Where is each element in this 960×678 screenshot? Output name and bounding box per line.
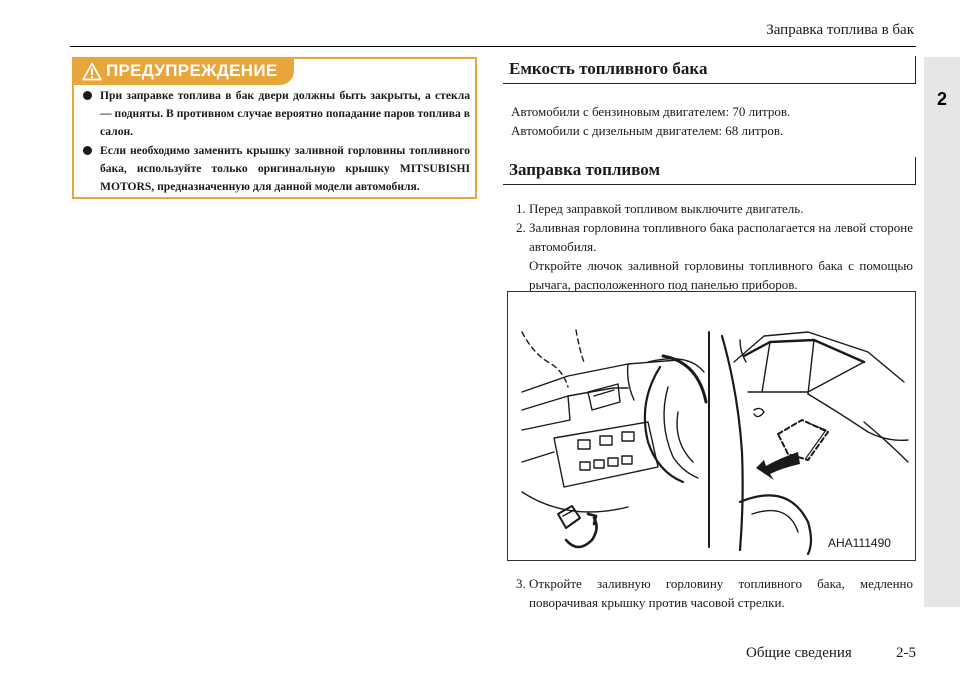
section-header-refuel xyxy=(503,157,916,185)
bullet-icon xyxy=(83,146,92,155)
figure-code: AHA111490 xyxy=(828,536,891,550)
warning-triangle-icon xyxy=(82,62,102,81)
section-title: Заправка топливом xyxy=(509,160,661,179)
header-title: Заправка топлива в бак xyxy=(766,22,914,38)
list-item xyxy=(511,574,913,612)
warning-box xyxy=(72,57,477,199)
step-number: 2. xyxy=(516,220,526,235)
step-number: 1. xyxy=(516,201,526,216)
chapter-tab xyxy=(924,57,960,607)
step-number: 3. xyxy=(516,576,526,591)
step-extra-text: Откройте лючок заливной горловины топливного бака с помощью рычага, расположенного под панелью приборов. xyxy=(529,258,913,292)
warning-item xyxy=(82,142,470,196)
footer-section: Общие сведения xyxy=(746,645,852,661)
section-header-capacity xyxy=(503,56,916,84)
warning-item-text: При заправке топлива в бак двери должны быть закрыты, а стекла — подняты. В противном случае вероятно попадание паров топлива в салон. xyxy=(100,89,470,138)
fuel-door-illustration xyxy=(507,291,916,561)
section-title: Емкость топливного бака xyxy=(509,59,708,78)
step-text: Заливная горловина топливного бака располагается на левой стороне автомобиля. xyxy=(529,220,913,254)
capacity-petrol: Автомобили с бензиновым двигателем: 70 литров. xyxy=(511,104,791,119)
bullet-icon xyxy=(83,91,92,100)
step-text: Откройте заливную горловину топливного бака, медленно поворачивая крышку против часовой стрелки. xyxy=(529,576,913,610)
warning-header xyxy=(74,59,294,85)
capacity-diesel: Автомобили с дизельным двигателем: 68 литров. xyxy=(511,123,784,138)
refuel-steps-continued xyxy=(511,574,913,612)
warning-item xyxy=(82,87,470,141)
chapter-number: 2 xyxy=(936,89,947,109)
page-number: 2-5 xyxy=(896,645,916,661)
fuel-door-drawing xyxy=(508,292,915,560)
warning-heading: ПРЕДУПРЕЖДЕНИЕ xyxy=(106,61,278,80)
header-rule xyxy=(70,46,916,47)
refuel-steps xyxy=(511,199,913,294)
step-text: Перед заправкой топливом выключите двигатель. xyxy=(529,201,804,216)
list-item xyxy=(511,218,913,294)
warning-item-text: Если необходимо заменить крышку заливной горловины топливного бака, используйте только оригинальную крышку MITSUBISHI MOTORS, предназначенную для данной модели автомобиля. xyxy=(100,144,470,193)
warning-body xyxy=(82,87,470,197)
list-item xyxy=(511,199,913,218)
